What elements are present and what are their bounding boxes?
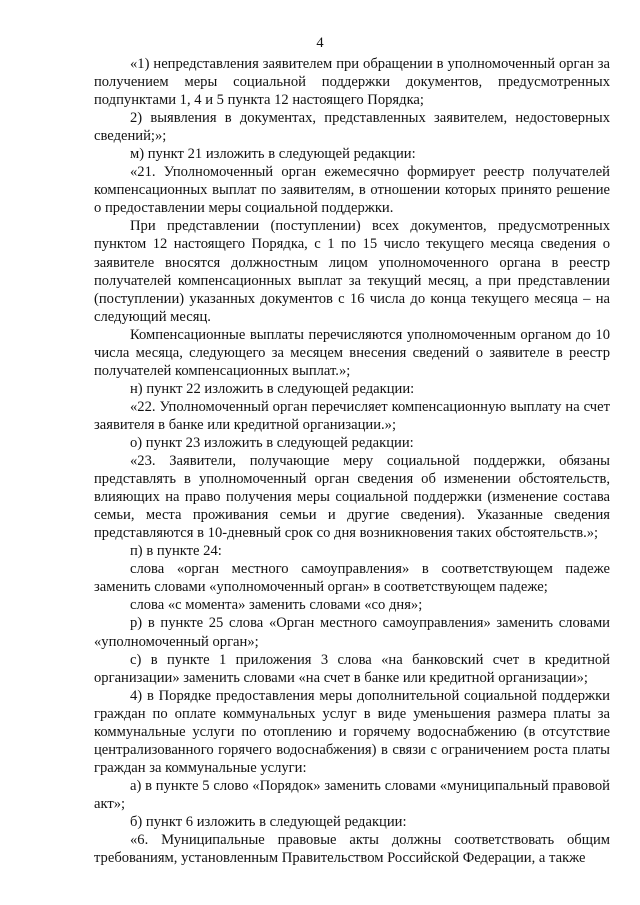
paragraph-item-2-false-information: 2) выявления в документах, представленных заявителем, недостоверных сведений;»; xyxy=(94,110,610,145)
paragraph-replace-local-authority: слова «орган местного самоуправления» в соответствующем падеже заменить словами «уполномоченный орган» в соответствующем падеже; xyxy=(94,561,610,596)
paragraph-clause-23-text: «23. Заявители, получающие меру социальной поддержки, обязаны представлять в уполномоченный орган сведения об изменении обстоятельств, влияющих на право получения меры социальной поддержки (изменение состава семьи, места проживания семьи и другие сведения). Указанные сведения представляются в 10-дневный срок со дня возникновения таких обстоятельств.»; xyxy=(94,453,610,542)
paragraph-item-4-utility-procedure: 4) в Порядке предоставления меры дополнительной социальной поддержки граждан по оплате коммунальных услуг в виде уменьшения размера платы за коммунальные услуги по отоплению и горячему водоснабжению (в отсутствие централизованного горячего водоснабжения) в связи с ограничением роста платы граждан за коммунальные услуги: xyxy=(94,687,610,776)
paragraph-r-clause-25: р) в пункте 25 слова «Орган местного самоуправления» заменить словами «уполномоченный орган»; xyxy=(94,615,610,650)
paragraph-m-clause-21: м) пункт 21 изложить в следующей редакции: xyxy=(130,146,416,163)
paragraph-s-appendix-3: с) в пункте 1 приложения 3 слова «на банковский счет в кредитной организации» заменить словами «на счет в банке или кредитной организации»; xyxy=(94,651,610,686)
paragraph-replace-from-moment: слова «с момента» заменить словами «со дня»; xyxy=(130,597,423,614)
page-number: 4 xyxy=(316,35,324,51)
paragraph-a-clause-5: а) в пункте 5 слово «Порядок» заменить словами «муниципальный правовой акт»; xyxy=(94,777,610,812)
paragraph-p-clause-24: п) в пункте 24: xyxy=(130,543,222,560)
paragraph-clause-22-text: «22. Уполномоченный орган перечисляет компенсационную выплату на счет заявителя в банке или кредитной организации.»; xyxy=(94,398,610,433)
paragraph-documents-submission: При представлении (поступлении) всех документов, предусмотренных пунктом 12 настоящего Порядка, с 1 по 15 число текущего месяца сведения о заявителе вносятся должностным лицом уполномоченного органа в реестр получателей компенсационных выплат за текущий месяц, а при представлении (поступлении) указанных документов с 16 числа до конца текущего месяца – на следующий месяц. xyxy=(94,218,610,325)
paragraph-clause-6-text: «6. Муниципальные правовые акты должны соответствовать общим требованиям, установленным Правительством Российской Федерации, а также xyxy=(94,832,610,867)
paragraph-o-clause-23: о) пункт 23 изложить в следующей редакции: xyxy=(130,434,414,451)
paragraph-clause-21-text: «21. Уполномоченный орган ежемесячно формирует реестр получателей компенсационных выплат по заявителям, в отношении которых принято решение о предоставлении меры социальной поддержки. xyxy=(94,164,610,217)
paragraph-payments-transfer: Компенсационные выплаты перечисляются уполномоченным органом до 10 числа месяца, следующего за месяцем внесения сведений о заявителе в реестр получателей компенсационных выплат.»; xyxy=(94,326,610,379)
paragraph-n-clause-22: н) пункт 22 изложить в следующей редакции: xyxy=(130,380,415,397)
paragraph-b-clause-6: б) пункт 6 изложить в следующей редакции: xyxy=(130,813,407,830)
paragraph-item-1-refusal-missing-documents: «1) непредставления заявителем при обращении в уполномоченный орган за получением меры социальной поддержки документов, предусмотренных подпунктами 1, 4 и 5 пункта 12 настоящего Порядка; xyxy=(94,56,610,109)
document-body xyxy=(94,55,610,867)
